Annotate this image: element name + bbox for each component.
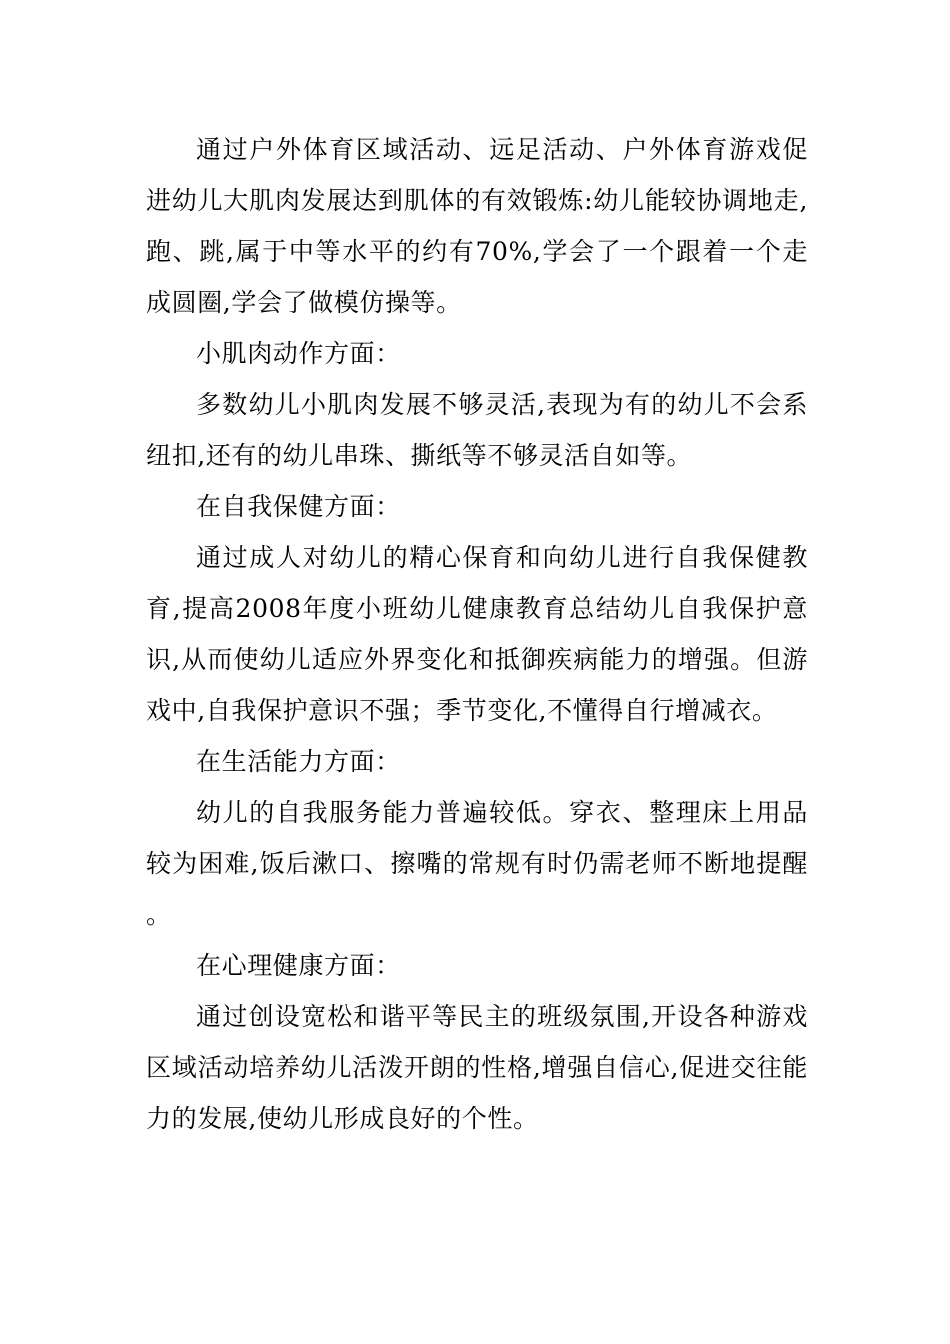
document-body bbox=[146, 124, 808, 1144]
heading-mental-health: 在心理健康方面： bbox=[196, 951, 401, 980]
paragraph-fine-motor: 多数幼儿小肌肉发展不够灵活,表现为有的幼儿不会系纽扣,还有的幼儿串珠、撕纸等不够灵活自如等。 bbox=[146, 390, 808, 470]
heading-life-skills: 在生活能力方面： bbox=[196, 747, 401, 776]
heading-self-care-health: 在自我保健方面： bbox=[196, 492, 401, 521]
heading-fine-motor: 小肌肉动作方面： bbox=[196, 339, 401, 368]
paragraph-mental-health: 通过创设宽松和谐平等民主的班级氛围,开设各种游戏区域活动培养幼儿活泼开朗的性格,增强自信心,促进交往能力的发展,使幼儿形成良好的个性。 bbox=[146, 1002, 808, 1133]
paragraph-gross-motor: 通过户外体育区域活动、远足活动、户外体育游戏促进幼儿大肌肉发展达到肌体的有效锻炼:幼儿能较协调地走,跑、跳,属于中等水平的约有70%,学会了一个跟着一个走成圆圈,学会了做模仿操等。 bbox=[146, 135, 808, 317]
paragraph-self-care-health: 通过成人对幼儿的精心保育和向幼儿进行自我保健教育,提高2008年度小班幼儿健康教育总结幼儿自我保护意识,从而使幼儿适应外界变化和抵御疾病能力的增强。但游戏中,自我保护意识不强；季节变化,不懂得自行增减衣。 bbox=[146, 543, 808, 725]
paragraph-life-skills: 幼儿的自我服务能力普遍较低。穿衣、整理床上用品较为困难,饭后漱口、擦嘴的常规有时仍需老师不断地提醒。 bbox=[146, 798, 808, 929]
